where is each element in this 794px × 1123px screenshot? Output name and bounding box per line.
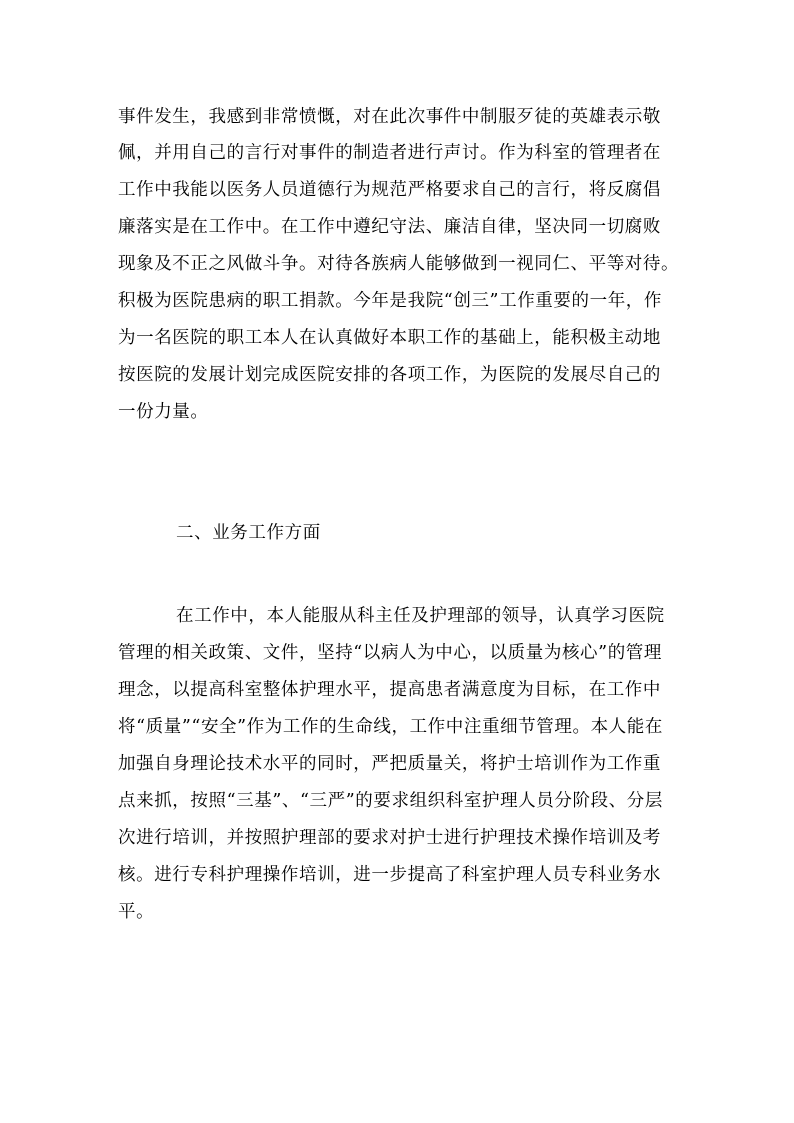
section-heading: 二、业务工作方面 (176, 523, 321, 543)
paragraph-2-line-2: 管理的相关政策、文件，坚持“以病人为中心，以质量为核心”的管理 (118, 643, 662, 663)
paragraph-1-line-1: 事件发生，我感到非常愤慨，对在此次事件中制服歹徒的英雄表示敬 (118, 107, 661, 127)
paragraph-2-line-8: 核。进行专科护理操作培训，进一步提高了科室护理人员专科业务水 (118, 865, 661, 885)
paragraph-2-line-3: 理念，以提高科室整体护理水平，提高患者满意度为目标，在工作中 (118, 680, 661, 700)
paragraph-1-line-3: 工作中我能以医务人员道德行为规范严格要求自己的言行，将反腐倡 (118, 180, 661, 200)
paragraph-1-line-6: 积极为医院患病的职工捐款。今年是我院“创三”工作重要的一年，作 (118, 291, 662, 311)
paragraph-2-line-1: 在工作中，本人能服从科主任及护理部的领导，认真学习医院 (176, 606, 665, 626)
paragraph-1-line-9: 一份力量。 (118, 402, 209, 422)
paragraph-2-line-9: 平。 (118, 902, 155, 922)
paragraph-1-line-7: 为一名医院的职工本人在认真做好本职工作的基础上，能积极主动地 (118, 328, 661, 348)
paragraph-1-line-4: 廉落实是在工作中。在工作中遵纪守法、廉洁自律，坚决同一切腐败 (118, 217, 661, 237)
paragraph-2-line-5: 加强自身理论技术水平的同时，严把质量关，将护士培训作为工作重 (118, 754, 661, 774)
paragraph-1-line-8: 按医院的发展计划完成医院安排的各项工作，为医院的发展尽自己的 (118, 365, 661, 385)
paragraph-2-line-6: 点来抓，按照“三基”、“三严”的要求组织科室护理人员分阶段、分层 (118, 791, 663, 811)
paragraph-2-line-4: 将“质量”“安全”作为工作的生命线，工作中注重细节管理。本人能在 (118, 717, 663, 737)
paragraph-1-line-2: 佩，并用自己的言行对事件的制造者进行声讨。作为科室的管理者在 (118, 143, 661, 163)
paragraph-2-line-7: 次进行培训，并按照护理部的要求对护士进行护理技术操作培训及考 (118, 828, 661, 848)
paragraph-1-line-5: 现象及不正之风做斗争。对待各族病人能够做到一视同仁、平等对待。 (118, 254, 680, 274)
